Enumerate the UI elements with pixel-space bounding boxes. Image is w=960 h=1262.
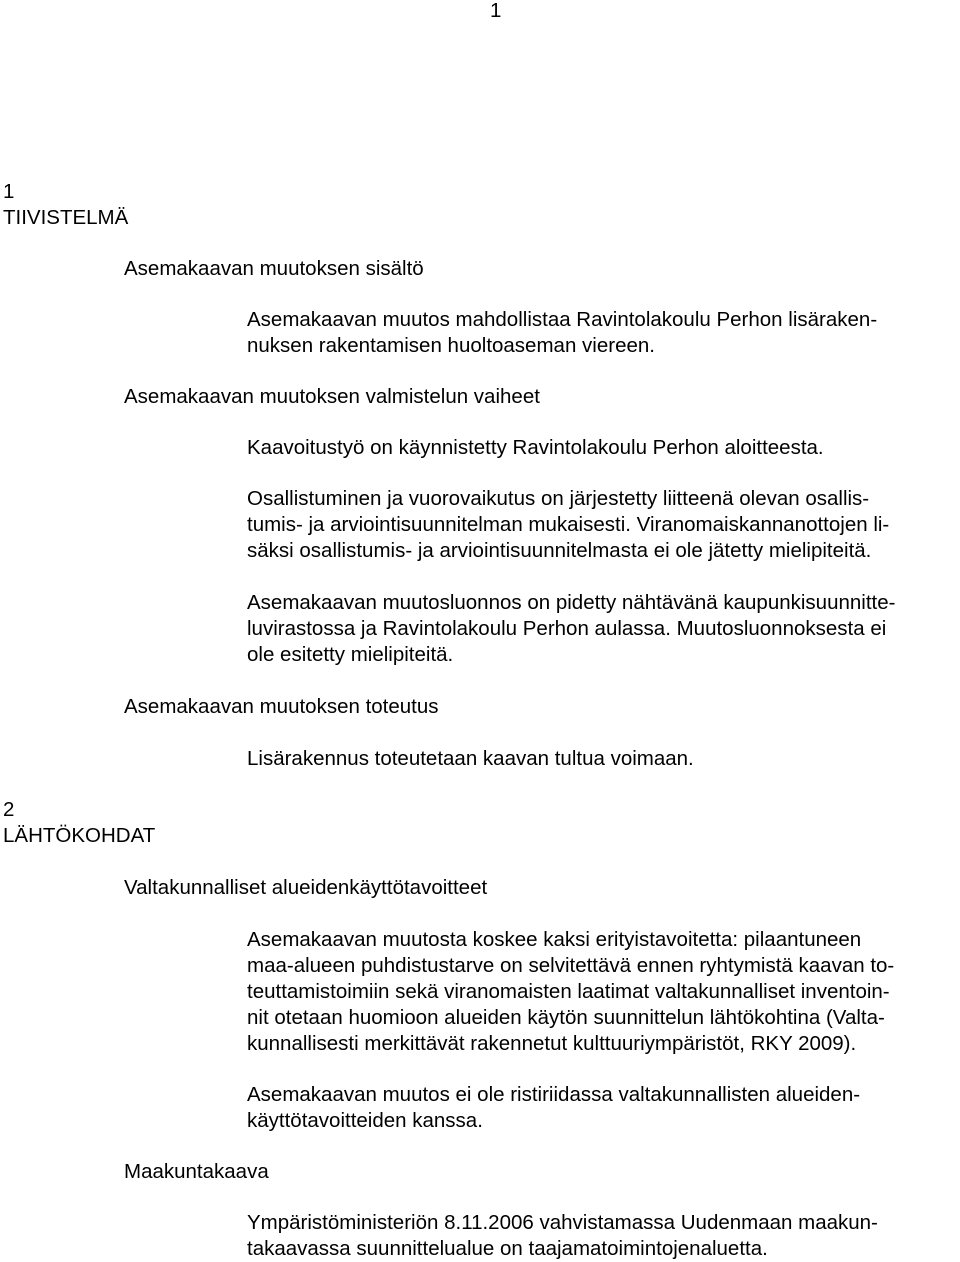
text-line: teuttamistoimiin sekä viranomaisten laatimat valtakunnalliset inventoin-	[247, 980, 890, 1003]
paragraph-maakuntakaava	[247, 1210, 878, 1262]
subheading-valmistelun-vaiheet: Asemakaavan muutoksen valmistelun vaiheet	[124, 385, 540, 408]
text-line: käyttötavoitteiden kanssa.	[247, 1109, 483, 1132]
text-line: ole esitetty mielipiteitä.	[247, 643, 454, 666]
text-line: Lisärakennus toteutetaan kaavan tultua voimaan.	[247, 747, 694, 770]
text-line: Asemakaavan muutos mahdollistaa Ravintolakoulu Perhon lisäraken-	[247, 308, 878, 331]
text-line: Asemakaavan muutosluonnos on pidetty nähtävänä kaupunkisuunnitte-	[247, 591, 896, 614]
text-line: säksi osallistumis- ja arviointisuunnitelmasta ei ole jätetty mielipiteitä.	[247, 539, 872, 562]
subheading-muutoksen-sisalto: Asemakaavan muutoksen sisältö	[124, 257, 424, 280]
section-1-title: TIIVISTELMÄ	[3, 206, 129, 229]
paragraph-erityistavoitteet	[247, 927, 894, 1057]
paragraph-muutosluonnos	[247, 590, 895, 668]
text-line: maa-alueen puhdistustarve on selvitettävä ennen ryhtymistä kaavan to-	[247, 954, 895, 977]
text-line: Kaavoitustyö on käynnistetty Ravintolakoulu Perhon aloitteesta.	[247, 436, 824, 459]
text-line: Ympäristöministeriön 8.11.2006 vahvistamassa Uudenmaan maakun-	[247, 1211, 878, 1234]
text-line: tumis- ja arviointisuunnitelman mukaisesti. Viranomaiskannanottojen li-	[247, 513, 890, 536]
subheading-toteutus: Asemakaavan muutoksen toteutus	[124, 695, 439, 718]
paragraph-osallistuminen	[247, 486, 889, 564]
paragraph-ristiriita	[247, 1082, 860, 1134]
section-1-number: 1	[3, 180, 15, 203]
text-line: Asemakaavan muutosta koskee kaksi erityistavoitetta: pilaantuneen	[247, 928, 862, 951]
text-line: nuksen rakentamisen huoltoaseman viereen.	[247, 334, 655, 357]
paragraph-sisalto	[247, 307, 877, 359]
text-line: Asemakaavan muutos ei ole ristiriidassa valtakunnallisten alueiden-	[247, 1083, 861, 1106]
paragraph-kaavoitustyo	[247, 435, 824, 461]
text-line: nit otetaan huomioon alueiden käytön suunnittelun lähtökohtina (Valta-	[247, 1006, 885, 1029]
text-line: takaavassa suunnittelualue on taajamatoimintojenaluetta.	[247, 1237, 768, 1260]
text-line: kunnallisesti merkittävät rakennetut kulttuuriympäristöt, RKY 2009).	[247, 1032, 857, 1055]
section-2-title: LÄHTÖKOHDAT	[3, 824, 156, 847]
text-line: luvirastossa ja Ravintolakoulu Perhon aulassa. Muutosluonnoksesta ei	[247, 617, 887, 640]
paragraph-toteutus	[247, 746, 694, 772]
section-2-number: 2	[3, 798, 15, 821]
subheading-alueidenkayttotavoitteet: Valtakunnalliset alueidenkäyttötavoitteet	[124, 876, 488, 899]
text-line: Osallistuminen ja vuorovaikutus on järjestetty liitteenä olevan osallis-	[247, 487, 870, 510]
page-number: 1	[490, 0, 502, 22]
subheading-maakuntakaava: Maakuntakaava	[124, 1160, 269, 1183]
